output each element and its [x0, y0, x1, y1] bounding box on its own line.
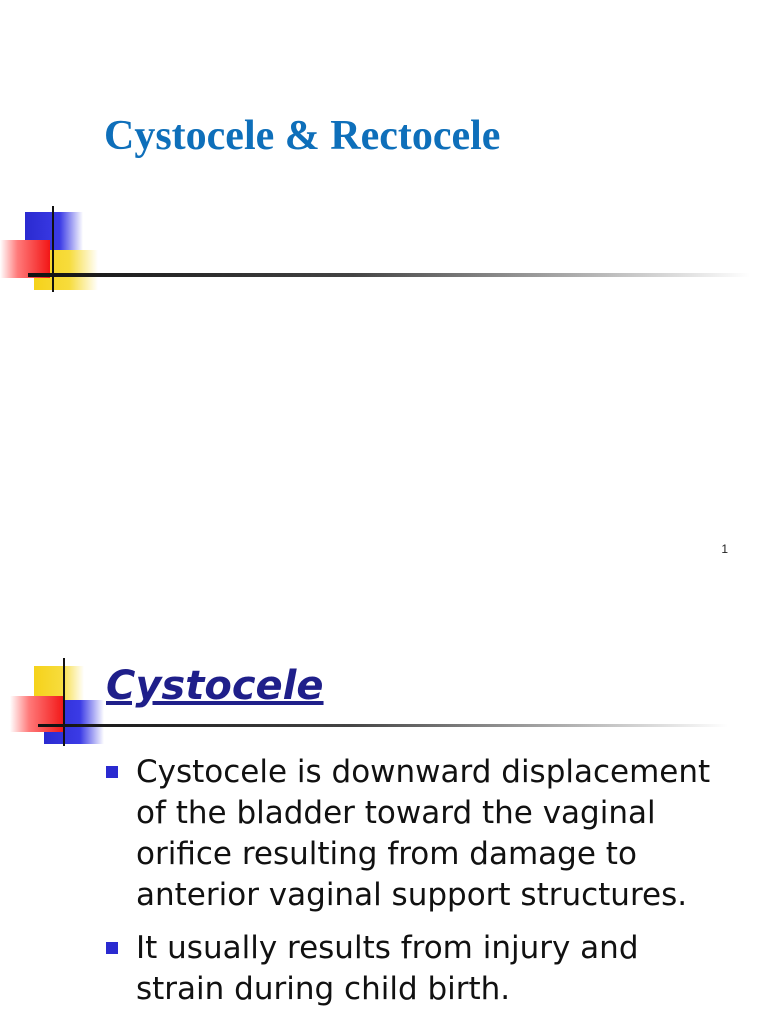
list-item — [106, 928, 746, 1010]
bullet-text: Cystocele is downward displacement of the bladder toward the vaginal orifice resulting from damage to anterior vaginal support structures. — [136, 754, 711, 913]
bullet-list — [106, 752, 746, 1022]
page-number: 1 — [721, 542, 728, 556]
square-bullet-icon — [106, 766, 118, 778]
horizontal-rule — [38, 724, 728, 727]
slide-heading: Cystocele — [106, 663, 324, 709]
square-bullet-icon — [106, 942, 118, 954]
slide-2 — [0, 600, 768, 1024]
slide-title: Cystocele & Rectocele — [104, 113, 501, 159]
bullet-text: It usually results from injury and strain during child birth. — [136, 930, 639, 1007]
vertical-line-decoration — [52, 206, 54, 292]
vertical-line-decoration — [63, 658, 65, 746]
horizontal-rule — [28, 273, 750, 277]
list-item — [106, 752, 746, 916]
